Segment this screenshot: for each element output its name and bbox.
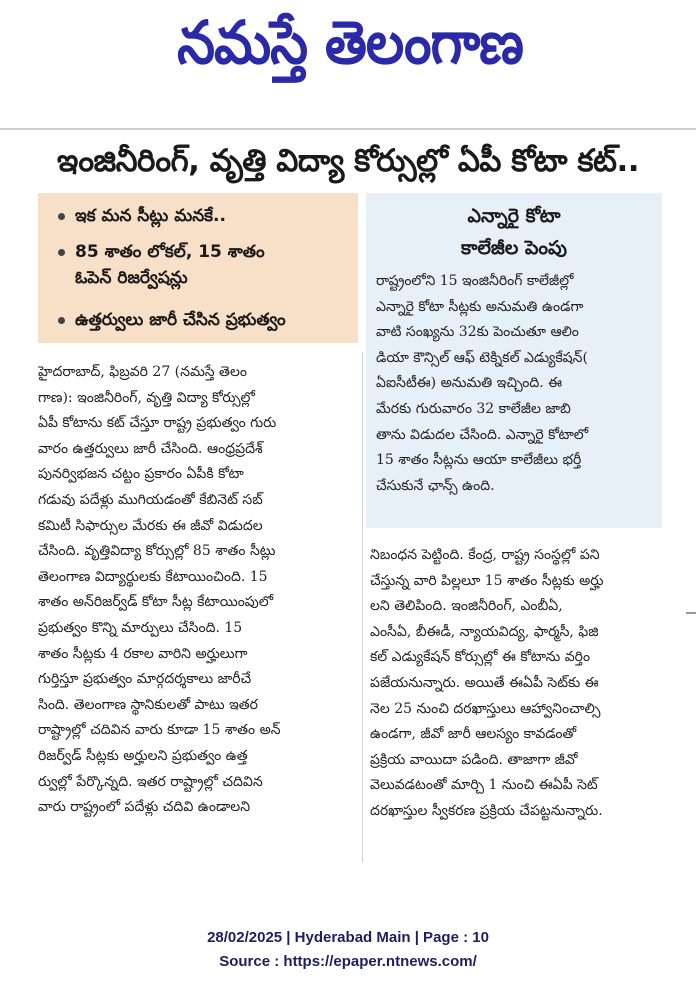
text-line: మేరకు గురువారం 32 కాలేజీల జాబి [376, 400, 571, 417]
highlight-text: 85 శాతం లోకల్, 15 శాతం [75, 242, 265, 262]
masthead-fragment [110, 92, 230, 102]
highlight-item [58, 203, 226, 229]
text-line: రాష్ట్రంలోని 15 ఇంజినీరింగ్ కాలేజీల్లో [376, 273, 574, 289]
text-line: ఏపీ కోటాను కట్ చేస్తూ రాష్ట్ర ప్రభుత్వం గురు [38, 415, 277, 432]
page-edge-mark [686, 612, 696, 614]
text-line: చేసింది. వృత్తివిద్యా కోర్సుల్లో 85 శాతం సీట్లు [38, 543, 276, 560]
bullet-icon [58, 213, 65, 220]
text-line: ప్రభుత్వం కొన్ని మార్పులు చేసింది. 15 [38, 619, 243, 636]
text-line: దరఖాస్తుల స్వీకరణ ప్రక్రియ చేపట్టనున్నారు. [370, 802, 603, 819]
text-line: కమిటీ సిఫార్సుల మేరకు ఈ జీవో విడుదల [38, 517, 263, 534]
text-line: సింది. తెలంగాణ స్థానికులతో పాటు ఇతర [38, 696, 258, 713]
text-line: నెల 25 నుంచి దరఖాస్తులు ఆహ్వానించాల్సి [370, 700, 601, 717]
text-line: ఎంసీఏ, బీఈడీ, న్యాయవిద్య, ఫార్మసీ, ఫిజి [370, 623, 599, 640]
text-line: ఏఐసీటీఈ) అనుమతి ఇచ్చింది. ఈ [376, 375, 563, 392]
text-line: ప్రక్రియ వాయిదా పడింది. తాజాగా జీవో [370, 751, 578, 768]
text-line: శాతం అన్‌రిజర్వ్‌డ్ కోటా సీట్ల కేటాయింపులో [38, 594, 274, 611]
text-line: కల్ ఎడ్యుకేషన్ కోర్సుల్లో ఈ కోటాను వర్తిం [370, 649, 591, 666]
text-line: గడువు పదేళ్లు ముగియడంతో కేబినెట్ సబ్ [38, 491, 263, 508]
text-line: చేసుకునే ఛాన్స్ ఉంది. [376, 477, 495, 494]
text-line: రిజర్వ్‌డ్ సీట్లకు అర్హులని ప్రభుత్వం ఉత్త [38, 747, 248, 764]
text-line: వారం ఉత్తర్వులు జారీ చేసింది. ఆంధ్రప్రదేశ్ [38, 440, 263, 457]
highlights-box [38, 193, 358, 343]
sidebar-title: కాలేజీల పెంపు [460, 237, 568, 259]
bullet-icon [58, 317, 65, 324]
text-line: వారు రాష్ట్రంలో పదేళ్లు చదివి ఉండాలని [38, 799, 251, 816]
highlight-item [58, 307, 286, 333]
article-column-right [370, 543, 666, 825]
sidebar-title: ఎన్నారై కోటా [467, 205, 561, 227]
text-line: శాతం సీట్లకు 4 రకాల వారిని అర్హులుగా [38, 645, 248, 662]
text-line: తాను విడుదల చేసింది. ఎన్నారై కోటాలో [376, 426, 589, 443]
highlight-text: ఉత్తర్వులు జారీ చేసిన ప్రభుత్వం [75, 310, 286, 330]
text-line: వాటి సంఖ్యను 32కు పెంచుతూ ఆలిం [376, 324, 579, 341]
bullet-icon [58, 249, 65, 256]
sidebar-box [366, 193, 662, 528]
text-line: రాష్ట్రాల్లో చదివిన వారు కూడా 15 శాతం అన్ [38, 722, 281, 739]
text-line: లని తెలిపింది. ఇంజినీరింగ్, ఎంబీఏ, [370, 598, 563, 615]
highlight-item [58, 239, 265, 291]
text-line: హైదరాబాద్, ఫిబ్రవరి 27 (నమస్తే తెలం [38, 364, 247, 380]
masthead [0, 0, 696, 110]
text-line: గుర్తిస్తూ ప్రభుత్వం మార్గదర్శకాలు జారీచే [38, 671, 252, 688]
text-line: 15 శాతం సీట్లను ఆయా కాలేజీలు భర్తీ [376, 452, 582, 469]
text-line: చేస్తున్న వారి పిల్లలూ 15 శాతం సీట్లకు అర్హు [370, 572, 604, 589]
newspaper-logo: నమస్తే తెలంగాణ [177, 7, 523, 78]
footer-meta: 28/02/2025 | Hyderabad Main | Page : 10 [207, 929, 489, 946]
footer-source[interactable]: Source : https://epaper.ntnews.com/ [219, 953, 477, 970]
masthead-divider [0, 128, 696, 130]
text-line: పునర్విభజన చట్టం ప్రకారం ఏపీకి కోటా [38, 466, 244, 483]
text-line: నిబంధన పెట్టింది. కేంద్ర, రాష్ట్ర సంస్థల్లో పని [370, 547, 600, 563]
article-headline: ఇంజినీరింగ్, వృత్తి విద్యా కోర్సుల్లో ఏపీ కోటా కట్.. [56, 143, 640, 179]
article-column-left [38, 360, 358, 821]
text-line: డియా కౌన్సిల్ ఆఫ్ టెక్నికల్ ఎడ్యుకేషన్( [376, 349, 588, 366]
text-line: తెలంగాణ విద్యార్థులకు కేటాయించింది. 15 [38, 568, 268, 585]
sidebar-body [376, 269, 658, 499]
text-line: గాణ): ఇంజినీరింగ్, వృత్తి విద్యా కోర్సుల్లో [38, 389, 255, 406]
text-line: పజేయనున్నారు. అయితే ఈఏపీ సెట్‌కు ఈ [370, 674, 599, 691]
highlight-text: ఇక మన సీట్లు మనకే.. [75, 206, 226, 226]
highlight-text: ఓపెన్ రిజర్వేషన్లు [75, 268, 188, 288]
text-line: వెలువడటంతో మార్చి 1 నుంచి ఈఏపీ సెట్ [370, 777, 598, 794]
text-line: ఎన్నారై కోటా సీట్లకు అనుమతి ఉండగా [376, 298, 584, 315]
text-line: ర్వుల్లో పేర్కొన్నది. ఇతర రాష్ట్రాల్లో చదివిన [38, 773, 263, 790]
column-divider [362, 352, 363, 862]
text-line: ఉండగా, జీవో జారీ ఆలస్యం కావడంతో [370, 726, 577, 743]
